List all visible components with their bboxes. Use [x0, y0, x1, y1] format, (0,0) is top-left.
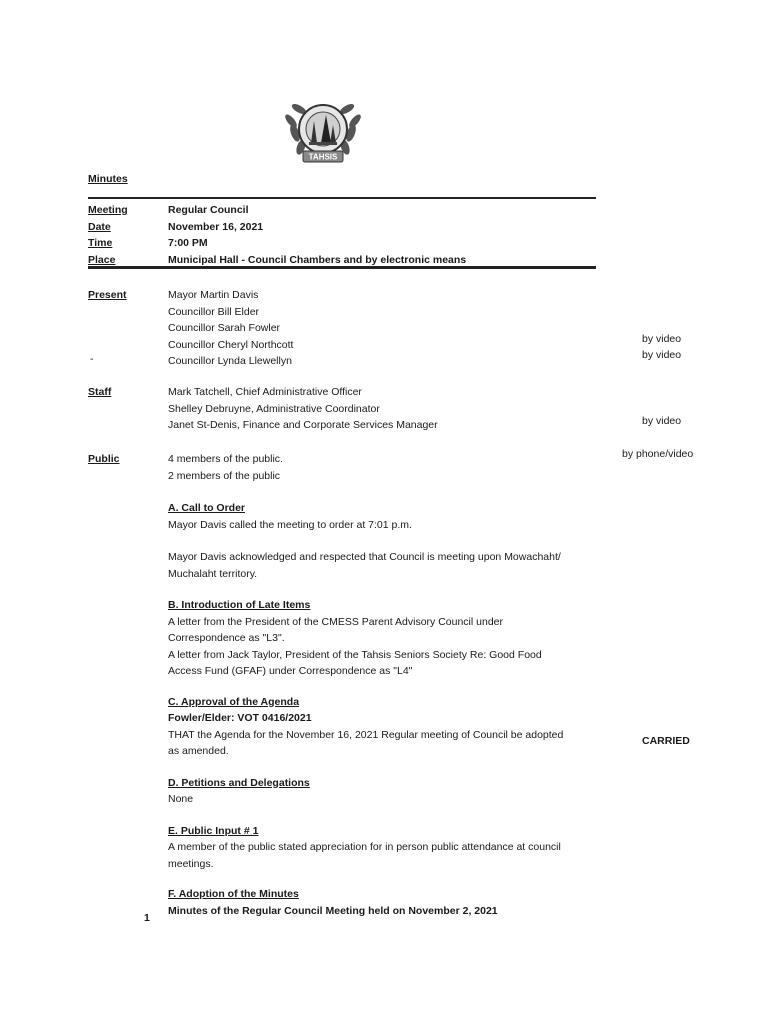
- section-call-to-order: [168, 500, 608, 582]
- seal-emblem-icon: [281, 93, 365, 169]
- present-member: Mayor Martin Davis: [168, 289, 259, 301]
- section-agenda: [168, 694, 608, 760]
- top-divider: [88, 197, 596, 199]
- present-member: Councillor Lynda Llewellyn: [168, 355, 292, 367]
- section-title: D. Petitions and Delegations: [168, 776, 310, 789]
- bottom-divider: [88, 266, 596, 269]
- section-line: A letter from Jack Taylor, President of the Tahsis Seniors Society Re: Good Food: [168, 648, 542, 661]
- present-note-llewellyn: by video: [642, 349, 682, 361]
- minutes-body: [168, 500, 608, 919]
- staff-label: Staff: [88, 386, 112, 398]
- present-member: Councillor Sarah Fowler: [168, 322, 281, 334]
- section-line: None: [168, 793, 194, 805]
- motion-number: Fowler/Elder: VOT 0416/2021: [168, 712, 312, 724]
- section-late-items: [168, 597, 608, 680]
- present-list: [168, 287, 293, 370]
- municipal-seal-logo: [281, 93, 365, 169]
- present-member: Councillor Bill Elder: [168, 305, 260, 318]
- section-title: A. Call to Order: [168, 502, 246, 514]
- section-title: F. Adoption of the Minutes: [168, 888, 299, 900]
- public-label: Public: [88, 453, 120, 465]
- meta-value-meeting: Regular Council: [168, 204, 249, 216]
- meeting-meta: [88, 202, 128, 268]
- page-title: Minutes: [88, 173, 128, 185]
- meta-label-place: Place: [88, 253, 116, 266]
- present-label: Present: [88, 289, 127, 301]
- section-adoption-minutes: [168, 886, 608, 919]
- meta-label-date: Date: [88, 220, 111, 233]
- section-title: C. Approval of the Agenda: [168, 695, 300, 708]
- staff-member: Shelley Debruyne, Administrative Coordinator: [168, 402, 380, 415]
- public-note: by phone/video: [622, 448, 694, 460]
- section-title: E. Public Input # 1: [168, 824, 259, 837]
- meta-label-meeting: Meeting: [88, 204, 128, 216]
- present-member: Councillor Cheryl Northcott: [168, 338, 294, 351]
- minutes-item-number: 1: [144, 912, 150, 924]
- meta-value-time: 7:00 PM: [168, 237, 208, 249]
- section-line: THAT the Agenda for the November 16, 2021 Regular meeting of Council be adopted: [168, 728, 564, 741]
- section-line: A letter from the President of the CMESS Parent Advisory Council under: [168, 615, 503, 628]
- staff-list: [168, 384, 438, 434]
- section-petitions: [168, 775, 608, 808]
- present-marker: -: [90, 353, 94, 365]
- meeting-meta-values: [168, 202, 466, 268]
- minutes-item-text: Minutes of the Regular Council Meeting held on November 2, 2021: [168, 904, 498, 917]
- carried-status: CARRIED: [642, 735, 690, 747]
- public-list: [168, 451, 283, 484]
- staff-member: Janet St-Denis, Finance and Corporate Services Manager: [168, 419, 438, 431]
- section-line: meetings.: [168, 857, 214, 870]
- section-line: Correspondence as "L3".: [168, 632, 285, 644]
- section-line: A member of the public stated appreciation for in person public attendance at council: [168, 841, 561, 853]
- section-line: Mayor Davis acknowledged and respected that Council is meeting upon Mowachaht/: [168, 551, 561, 563]
- staff-note-stdenis: by video: [642, 415, 682, 427]
- public-line: 2 members of the public: [168, 469, 281, 482]
- section-line: as amended.: [168, 745, 229, 757]
- staff-member: Mark Tatchell, Chief Administrative Officer: [168, 386, 362, 398]
- meta-value-place: Municipal Hall - Council Chambers and by electronic means: [168, 253, 467, 266]
- section-line: Access Fund (GFAF) under Correspondence as "L4": [168, 665, 413, 677]
- section-line: Mayor Davis called the meeting to order at 7:01 p.m.: [168, 518, 412, 531]
- meta-label-time: Time: [88, 237, 113, 249]
- section-title: B. Introduction of Late Items: [168, 599, 311, 611]
- present-note-northcott: by video: [642, 333, 682, 345]
- public-line: 4 members of the public.: [168, 453, 283, 465]
- meta-value-date: November 16, 2021: [168, 220, 264, 233]
- section-public-input: [168, 823, 608, 873]
- section-line: Muchalaht territory.: [168, 567, 258, 580]
- seal-banner-text: TAHSIS: [308, 152, 338, 162]
